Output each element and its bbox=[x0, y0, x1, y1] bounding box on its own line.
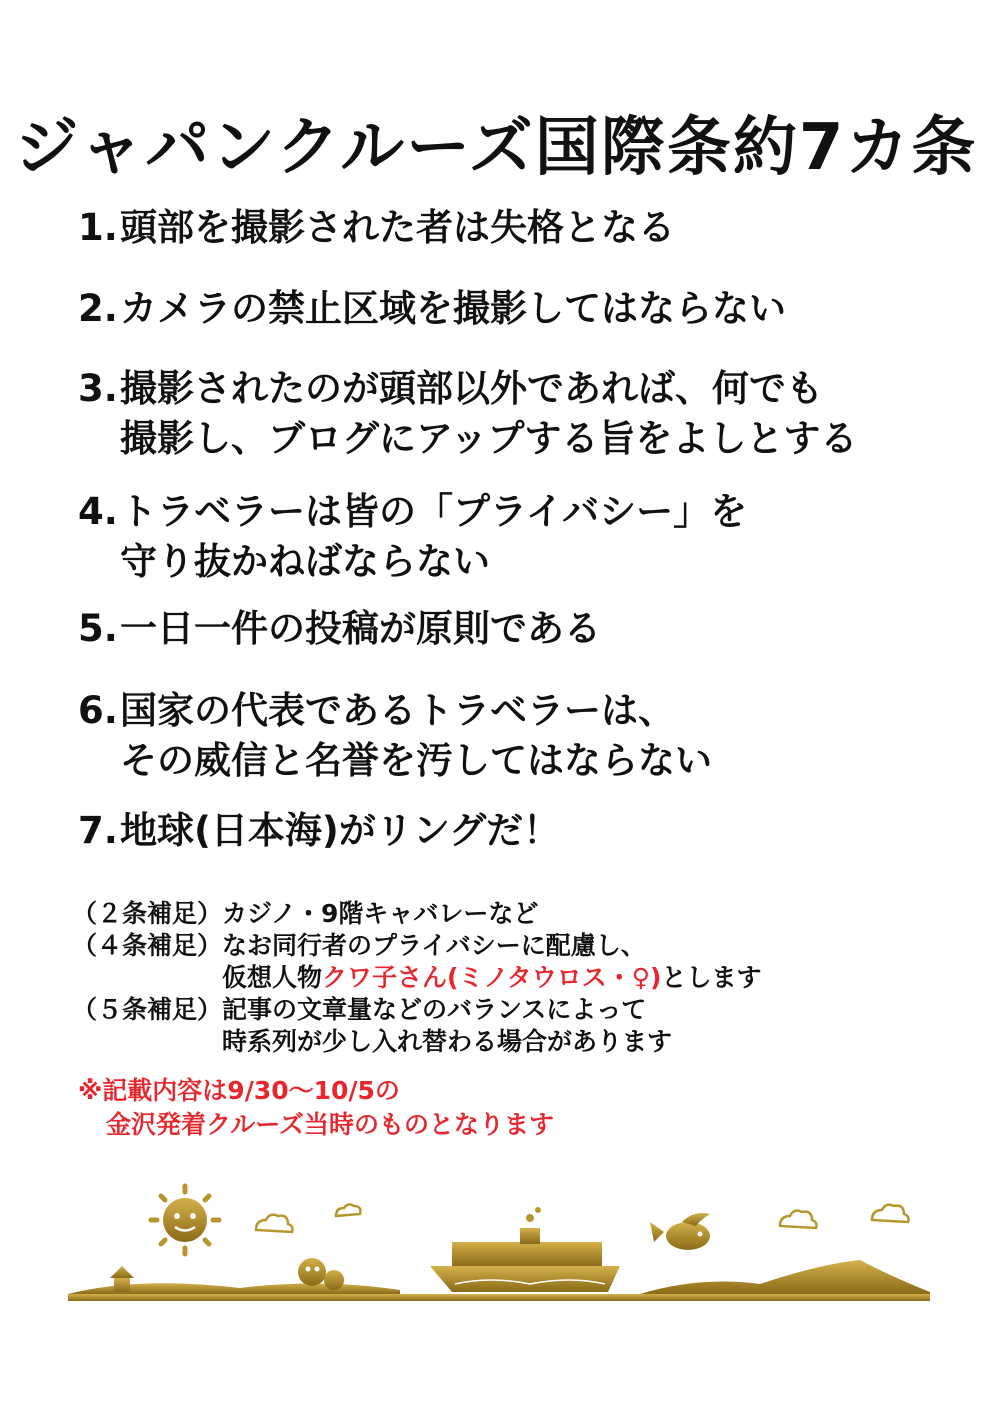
disclaimer-line: 金沢発着クルーズ当時のものとなります bbox=[106, 1110, 555, 1139]
note-article-5-continued bbox=[72, 1026, 761, 1058]
note-article-2 bbox=[72, 898, 761, 930]
whale-icon bbox=[650, 1213, 710, 1250]
rule-number: 5. bbox=[78, 607, 118, 650]
supplementary-notes bbox=[72, 898, 761, 1058]
note-text: 時系列が少し入れ替わる場合があります bbox=[222, 1027, 673, 1056]
cruise-ship-icon bbox=[430, 1207, 620, 1292]
note-text: なお同行者のプライバシーに配慮し、 bbox=[222, 931, 646, 960]
cruise-illustration bbox=[60, 1180, 940, 1310]
rule-text: 地球(日本海)がリングだ！ bbox=[120, 809, 561, 852]
note-label: （４条補足） bbox=[72, 931, 223, 960]
note-highlight: クワ子さん(ミノタウロス・♀) bbox=[322, 963, 662, 992]
rule-number: 4. bbox=[78, 490, 118, 533]
note-article-4-continued bbox=[72, 962, 761, 994]
rule-number: 6. bbox=[78, 689, 118, 732]
note-label: （５条補足） bbox=[72, 995, 223, 1024]
note-text: 仮想人物 bbox=[222, 963, 323, 992]
note-label: （２条補足） bbox=[72, 899, 223, 928]
rule-number: 7. bbox=[78, 809, 118, 852]
rule-text: 一日一件の投稿が原則である bbox=[120, 607, 601, 650]
sun-icon bbox=[151, 1186, 219, 1254]
rule-text-continued: 撮影し、ブログにアップする旨をよしとする bbox=[120, 417, 858, 460]
rule-5 bbox=[78, 604, 601, 654]
rule-text: 撮影されたのが頭部以外であれば、何でも bbox=[120, 367, 823, 410]
note-text: 記事の文章量などのバランスによって bbox=[222, 995, 647, 1024]
note-article-4 bbox=[72, 930, 761, 962]
rule-3 bbox=[78, 364, 857, 464]
rule-text: 頭部を撮影された者は失格となる bbox=[120, 206, 675, 249]
rule-text: 国家の代表であるトラベラーは、 bbox=[120, 689, 675, 732]
rule-4 bbox=[78, 487, 747, 587]
note-text: カジノ・9階キャバレーなど bbox=[222, 899, 539, 928]
note-article-5 bbox=[72, 994, 761, 1026]
rule-2 bbox=[78, 284, 786, 334]
island-icon bbox=[640, 1260, 930, 1294]
rule-6 bbox=[78, 686, 712, 786]
rule-number: 2. bbox=[78, 287, 118, 330]
disclaimer-line: ※記載内容は9/30～10/5の bbox=[78, 1076, 400, 1105]
rule-7 bbox=[78, 806, 560, 856]
note-text: とします bbox=[661, 963, 762, 992]
cloud-icon bbox=[256, 1204, 909, 1232]
rule-number: 3. bbox=[78, 367, 118, 410]
rule-text-continued: 守り抜かねばならない bbox=[120, 540, 490, 583]
rule-number: 1. bbox=[78, 206, 118, 249]
page-title: ジャパンクルーズ国際条約7カ条 bbox=[14, 111, 978, 185]
disclaimer bbox=[78, 1074, 554, 1142]
rule-text: トラベラーは皆の「プライバシー」を bbox=[120, 490, 748, 533]
ground-line bbox=[68, 1294, 930, 1301]
rule-text-continued: その威信と名誉を汚してはならない bbox=[120, 739, 712, 782]
rule-1 bbox=[78, 203, 675, 253]
rule-text: カメラの禁止区域を撮影してはならない bbox=[120, 287, 786, 330]
